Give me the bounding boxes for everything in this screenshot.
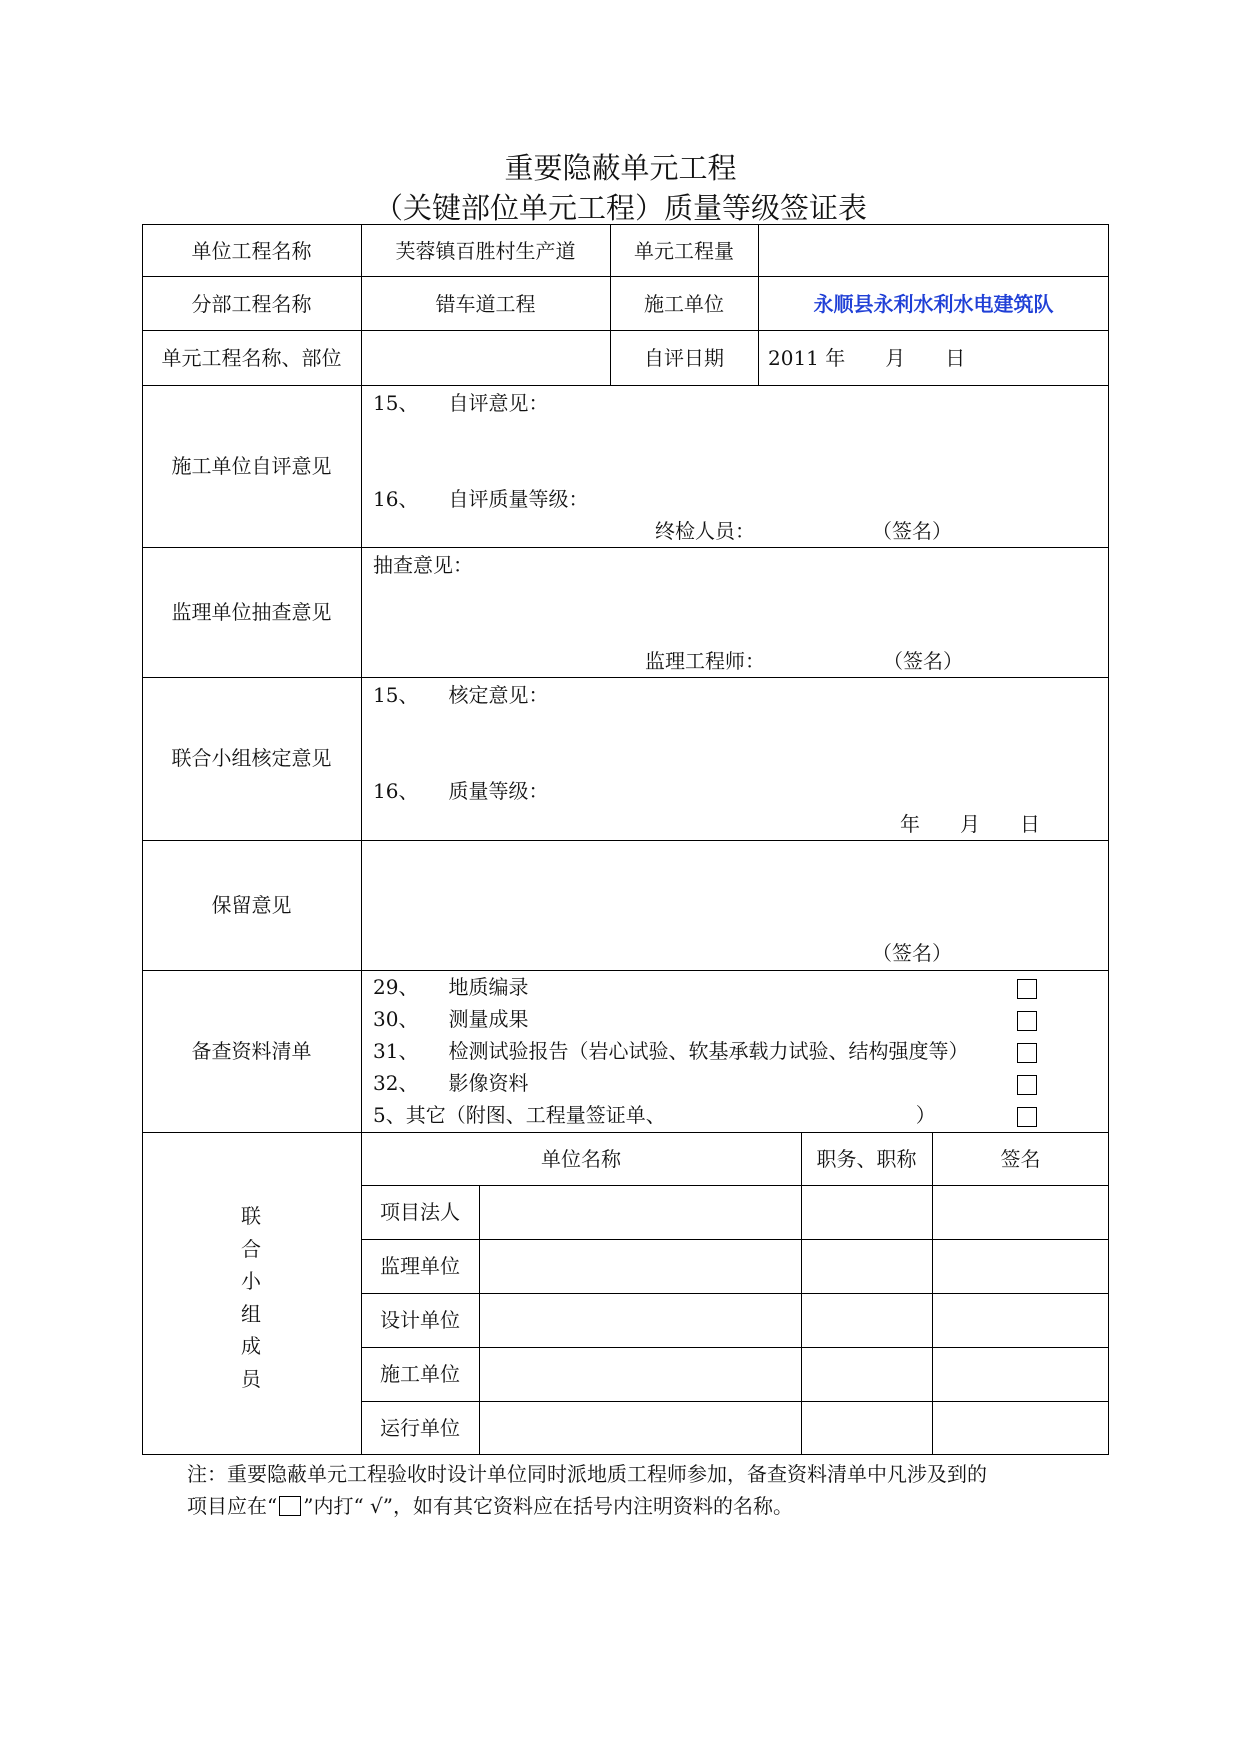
row-divider: [142, 677, 1109, 678]
members-label: [236, 1200, 266, 1396]
row-divider: [142, 840, 1109, 841]
checkbox-other[interactable]: [1017, 1107, 1037, 1127]
joint-review-opinion: 15、 核定意见：: [373, 683, 549, 707]
note-line-2: [187, 1494, 793, 1518]
checklist-item: 32、 影像资料: [373, 1071, 529, 1095]
members-label-char: 小: [241, 1269, 261, 1294]
member-row-label: 施工单位: [380, 1362, 460, 1386]
supervision-opinion: 抽查意见：: [373, 553, 473, 577]
page-subtitle: （关键部位单元工程）质量等级签证表: [373, 191, 867, 225]
element-name-label: 单元工程名称、部位: [161, 346, 342, 370]
checklist-item: 30、 测量成果: [373, 1007, 529, 1031]
row-divider: [142, 276, 1109, 277]
joint-review-label: 联合小组核定意见: [171, 746, 332, 770]
supervision-signature: （签名）: [883, 649, 963, 673]
members-label-char: 联: [241, 1204, 261, 1228]
note-checkbox-icon: [279, 1496, 301, 1516]
joint-review-grade: 16、 质量等级：: [373, 779, 549, 803]
row-divider: [142, 385, 1109, 386]
row-divider: [361, 1185, 1109, 1186]
supervision-label: 监理单位抽查意见: [171, 600, 332, 624]
checklist-item: 31、 检测试验报告（岩心试验、软基承载力试验、结构强度等）: [373, 1039, 969, 1063]
element-quantity-label: 单元工程量: [634, 239, 734, 263]
member-row-label: 监理单位: [380, 1254, 460, 1278]
checkbox-image-data[interactable]: [1017, 1075, 1037, 1095]
self-eval-date-label: 自评日期: [644, 346, 724, 370]
row-divider: [361, 1347, 1109, 1348]
members-label-char: 合: [241, 1236, 261, 1261]
members-label-char: 成: [241, 1334, 261, 1359]
row-divider: [142, 1132, 1109, 1133]
member-row-label: 设计单位: [380, 1308, 460, 1332]
col-header-unit-name: 单位名称: [541, 1147, 621, 1171]
row-divider: [361, 1401, 1109, 1402]
checklist-item: 5、其它（附图、工程量签证单、 ）: [373, 1103, 936, 1127]
member-row-label: 项目法人: [380, 1200, 460, 1224]
division-project-name-label: 分部工程名称: [191, 292, 312, 316]
unit-project-name-label: 单位工程名称: [191, 239, 312, 263]
checklist-label: 备查资料清单: [191, 1039, 312, 1063]
construction-unit-label: 施工单位: [644, 292, 724, 316]
col-divider: [801, 1132, 802, 1455]
note-line-2-start: 项目应在“: [187, 1494, 278, 1518]
col-divider: [479, 1185, 480, 1455]
note-line-2-end: ”内打“ √”，如有其它资料应在括号内注明资料的名称。: [303, 1494, 794, 1518]
members-label-char: 组: [241, 1301, 261, 1326]
col-header-signature: 签名: [1000, 1147, 1041, 1171]
unit-project-name-value: 芙蓉镇百胜村生产道: [395, 239, 576, 263]
checklist-item: 29、 地质编录: [373, 975, 529, 999]
col-header-position: 职务、职称: [816, 1147, 917, 1171]
row-divider: [361, 1293, 1109, 1294]
col-divider: [932, 1132, 933, 1455]
member-row-label: 运行单位: [380, 1416, 460, 1440]
self-eval-date-value: 2011 年 月 日: [768, 346, 966, 370]
checkbox-test-report[interactable]: [1017, 1043, 1037, 1063]
final-inspector-label: 终检人员：: [655, 519, 755, 543]
page-title: 重要隐蔽单元工程: [504, 151, 737, 185]
self-eval-grade: 16、 自评质量等级：: [373, 487, 589, 511]
row-divider: [142, 547, 1109, 548]
supervision-engineer-label: 监理工程师：: [645, 649, 765, 673]
joint-review-date: 年 月 日: [900, 812, 1040, 836]
row-divider: [142, 970, 1109, 971]
division-project-name-value: 错车道工程: [435, 292, 536, 316]
checkbox-geological-log[interactable]: [1017, 979, 1037, 999]
self-eval-opinion: 15、 自评意见：: [373, 391, 549, 415]
note-line-1: 注：重要隐蔽单元工程验收时设计单位同时派地质工程师参加，备查资料清单中凡涉及到的: [187, 1462, 987, 1486]
row-divider: [142, 330, 1109, 331]
members-label-char: 员: [241, 1366, 261, 1391]
checkbox-survey-results[interactable]: [1017, 1011, 1037, 1031]
row-divider: [361, 1239, 1109, 1240]
self-eval-label: 施工单位自评意见: [171, 454, 332, 478]
construction-unit-value: 永顺县永利水利水电建筑队: [813, 292, 1054, 316]
self-eval-signature: （签名）: [872, 519, 952, 543]
reservation-label: 保留意见: [211, 893, 292, 917]
reservation-signature: （签名）: [872, 941, 952, 965]
